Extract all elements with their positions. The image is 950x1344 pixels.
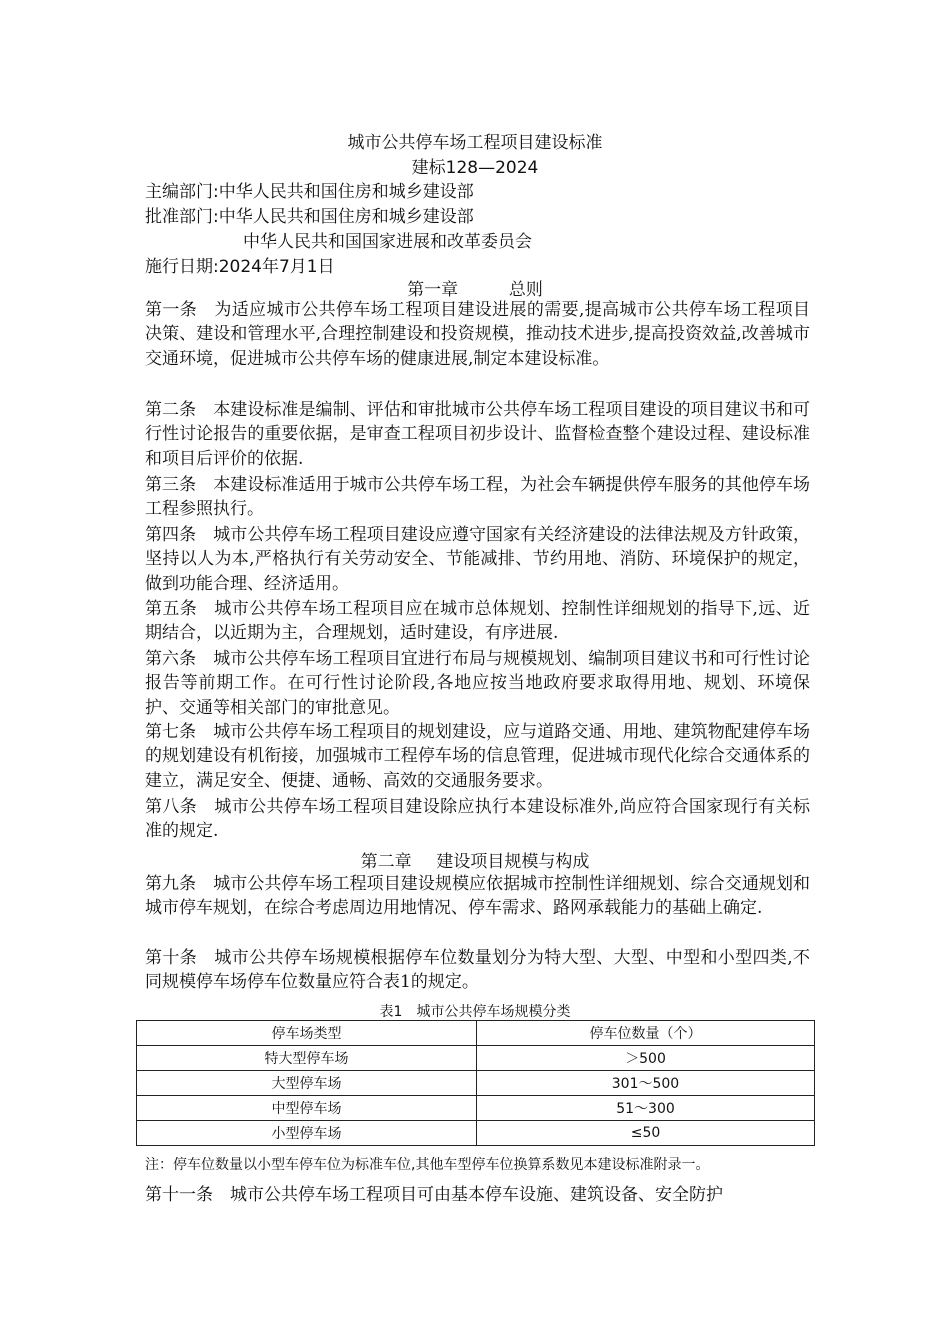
table-caption: 表1 城市公共停车场规模分类 [379, 1004, 571, 1020]
editor-department: 主编部门:中华人民共和国住房和城乡建设部 [145, 182, 474, 202]
article-11: 第十一条 城市公共停车场工程项目可由基本停车设施、建筑设备、安全防护 [145, 1185, 723, 1205]
table-row [137, 1121, 815, 1146]
article-7: 第七条 城市公共停车场工程项目的规划建设，应与道路交通、用地、建筑物配建停车场的规划建设有机衔接，加强城市工程停车场的信息管理，促进城市现代化综合交通体系的建立，满足安全、便捷、通畅、高效的交通服务要求。 [145, 722, 810, 791]
table-header-cell: 停车场类型 [137, 1021, 477, 1046]
table-cell: 51～300 [477, 1096, 815, 1121]
table-cell: 小型停车场 [137, 1121, 477, 1146]
approval-department: 批准部门:中华人民共和国住房和城乡建设部 [145, 207, 474, 227]
article-8: 第八条 城市公共停车场工程项目建设除应执行本建设标准外,尚应符合国家现行有关标准的规定. [145, 797, 810, 842]
chapter-2-heading [0, 847, 950, 872]
table-cell: 特大型停车场 [137, 1046, 477, 1071]
effective-date: 施行日期:2024年7月1日 [145, 257, 335, 277]
article-4: 第四条 城市公共停车场工程项目建设应遵守国家有关经济建设的法律法规及方针政策，坚持以人为本,严格执行有关劳动安全、节能减排、节约用地、消防、环境保护的规定，做到功能合理、经济适用。 [145, 525, 810, 594]
article-1: 第一条 为适应城市公共停车场工程项目建设进展的需要,提高城市公共停车场工程项目决策、建设和管理水平,合理控制建设和投资规模，推动技术进步,提高投资效益,改善城市交通环境，促进城市公共停车场的健康进展,制定本建设标准。 [145, 300, 810, 369]
article-10: 第十条 城市公共停车场规模根据停车位数量划分为特大型、大型、中型和小型四类,不同规模停车场停车位数量应符合表1的规定。 [145, 948, 810, 993]
parking-scale-table [136, 1020, 815, 1146]
table-cell: 大型停车场 [137, 1071, 477, 1096]
chapter-name: 建设项目规模与构成 [436, 852, 590, 872]
article-5: 第五条 城市公共停车场工程项目应在城市总体规划、控制性详细规划的指导下,远、近期结合，以近期为主，合理规划，适时建设，有序进展. [145, 599, 810, 644]
table-cell: ＞500 [477, 1046, 815, 1071]
chapter-1-heading [0, 275, 950, 300]
article-9: 第九条 城市公共停车场工程项目建设规模应依据城市控制性详细规划、综合交通规划和城市停车规划，在综合考虑周边用地情况、停车需求、路网承载能力的基础上确定. [145, 874, 810, 919]
table-row [137, 1071, 815, 1096]
chapter-name: 总则 [508, 280, 543, 300]
table-header-cell: 停车位数量（个） [477, 1021, 815, 1046]
article-3: 第三条 本建设标准适用于城市公共停车场工程，为社会车辆提供停车服务的其他停车场工程参照执行。 [145, 475, 810, 520]
table-cell: 301～500 [477, 1071, 815, 1096]
standard-code: 建标128—2024 [411, 158, 539, 178]
chapter-number: 第二章 [360, 852, 412, 872]
table-cell: 中型停车场 [137, 1096, 477, 1121]
document-title: 城市公共停车场工程项目建设标准 [347, 133, 603, 153]
table-header-row [137, 1021, 815, 1046]
table-cell: ≤50 [477, 1121, 815, 1146]
table-row [137, 1096, 815, 1121]
table-row [137, 1046, 815, 1071]
approval-department-2: 中华人民共和国国家进展和改革委员会 [243, 232, 532, 252]
article-2: 第二条 本建设标准是编制、评估和审批城市公共停车场工程项目建设的项目建议书和可行性讨论报告的重要依据，是审查工程项目初步设计、监督检查整个建设过程、建设标准和项目后评价的依据. [145, 400, 810, 469]
chapter-number: 第一章 [407, 280, 459, 300]
article-6: 第六条 城市公共停车场工程项目宜进行布局与规模规划、编制项目建议书和可行性讨论报告等前期工作。在可行性讨论阶段,各地应按当地政府要求取得用地、规划、环境保护、交通等相关部门的审批意见。 [145, 649, 810, 718]
table-note: 注：停车位数量以小型车停车位为标准车位,其他车型停车位换算系数见本建设标准附录一。 [145, 1157, 710, 1173]
